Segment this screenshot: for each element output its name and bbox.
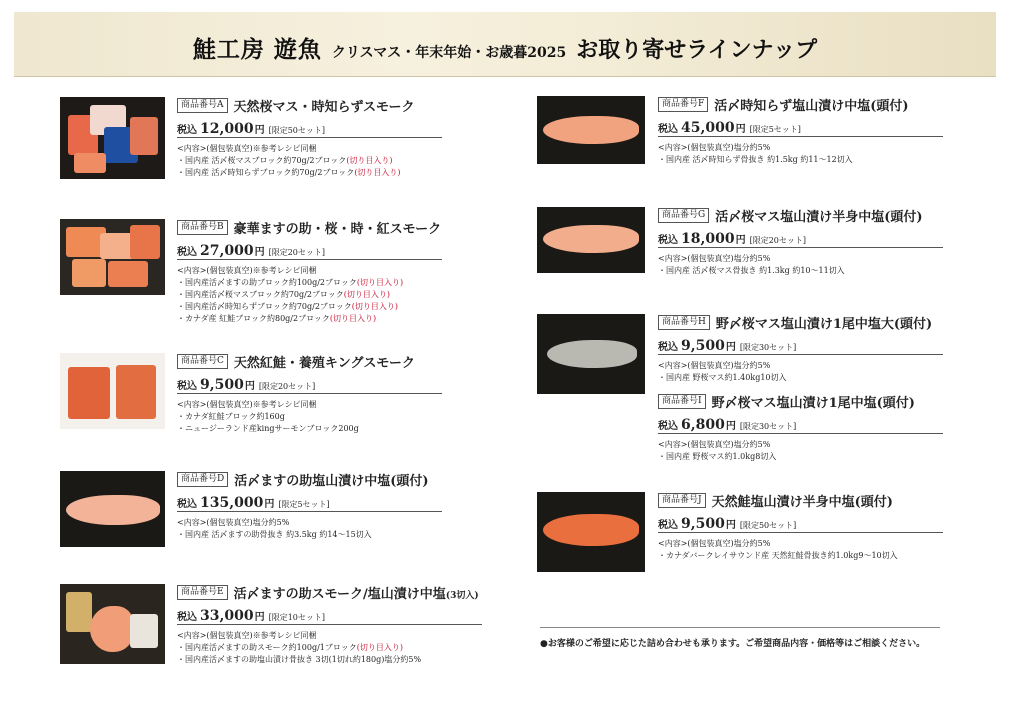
tax-label: 税込 xyxy=(658,124,678,135)
contents-heading: <内容>(個包装真空)塩分約5% xyxy=(658,143,771,152)
product-code-badge: 商品番号A xyxy=(177,98,228,113)
tax-label: 税込 xyxy=(658,520,678,531)
limit-label: [限定5セット] xyxy=(278,500,330,509)
limit-label: [限定10セット] xyxy=(268,613,326,622)
product-price: 9,500 xyxy=(200,377,244,393)
divider xyxy=(177,393,442,394)
page-header xyxy=(14,12,996,77)
yen-label: 円 xyxy=(244,381,255,392)
contents-line: ・国内産 活〆時知らずブロック約70g/2ブロック(切り目入り) xyxy=(177,168,401,177)
page-title xyxy=(14,31,996,64)
contents-line: ・国内産活〆桜マスブロック約70g/2ブロック(切り目入り) xyxy=(177,290,391,299)
product-name: 天然紅鮭・養殖キングスモーク xyxy=(233,355,415,371)
tax-label: 税込 xyxy=(658,421,678,432)
divider xyxy=(177,137,442,138)
product-photo-b xyxy=(60,219,165,295)
yen-label: 円 xyxy=(254,612,265,623)
product-code-badge: 商品番号G xyxy=(658,208,709,223)
tax-label: 税込 xyxy=(658,342,678,353)
product-name: 野〆桜マス塩山漬け1尾中塩大(頭付) xyxy=(715,316,933,332)
divider xyxy=(658,247,943,248)
product-price: 33,000 xyxy=(200,608,254,624)
product-price: 27,000 xyxy=(200,243,254,259)
product-code-badge: 商品番号D xyxy=(177,472,228,487)
product-name: 活〆桜マス塩山漬け半身中塩(頭付) xyxy=(715,209,923,225)
contents-line: ・国内産 野桜マス約1.40kg10切入 xyxy=(658,373,787,382)
divider xyxy=(658,354,943,355)
yen-label: 円 xyxy=(725,421,736,432)
contents-heading: <内容>(個包装真空)※参考レシピ同梱 xyxy=(177,400,317,409)
contents-heading: <内容>(個包装真空)塩分約5% xyxy=(658,254,771,263)
product-code-badge: 商品番号H xyxy=(658,315,710,330)
product-photo-c xyxy=(60,353,165,429)
product-photo-a xyxy=(60,97,165,179)
limit-label: [限定5セット] xyxy=(749,125,801,134)
divider xyxy=(177,511,442,512)
contents-line: ・国内産活〆時知らずブロック約70g/2ブロック(切り目入り) xyxy=(177,302,399,311)
product-code-badge: 商品番号J xyxy=(658,493,706,508)
limit-label: [限定20セット] xyxy=(749,236,807,245)
yen-label: 円 xyxy=(725,520,736,531)
divider xyxy=(658,136,943,137)
product-name: 活〆ますの助塩山漬け中塩(頭付) xyxy=(234,473,429,489)
product-code-badge: 商品番号B xyxy=(177,220,228,235)
product-photo-e xyxy=(60,584,165,664)
tax-label: 税込 xyxy=(177,247,197,258)
product-name: 天然鮭塩山漬け半身中塩(頭付) xyxy=(711,494,893,510)
product-price: 135,000 xyxy=(200,495,264,511)
product-price: 18,000 xyxy=(681,231,735,247)
tax-label: 税込 xyxy=(177,125,197,136)
tax-label: 税込 xyxy=(177,612,197,623)
product-name: 活〆時知らず塩山漬け中塩(頭付) xyxy=(714,98,909,114)
yen-label: 円 xyxy=(725,342,736,353)
contents-line: ・国内産活〆ますの助ブロック約100g/2ブロック(切り目入り) xyxy=(177,278,404,287)
product-code-badge: 商品番号E xyxy=(177,585,228,600)
product-price: 45,000 xyxy=(681,120,735,136)
product-price: 6,800 xyxy=(681,417,725,433)
product-name: 活〆ますの助スモーク/塩山漬け中塩 xyxy=(233,586,446,602)
lineup-title: お取り寄せラインナップ xyxy=(576,37,818,63)
contents-line: ・国内産活〆ますの助スモーク約100g/1ブロック(切り目入り) xyxy=(177,643,403,652)
product-name: 野〆桜マス塩山漬け1尾中塩(頭付) xyxy=(711,395,915,411)
divider xyxy=(177,259,442,260)
limit-label: [限定50セット] xyxy=(739,521,797,530)
brand-name: 鮭工房 遊魚 xyxy=(192,36,322,63)
contents-line: ・国内産 活〆時知らず骨抜き 約1.5kg 約11〜12切入 xyxy=(658,155,853,164)
limit-label: [限定50セット] xyxy=(268,126,326,135)
contents-line: ・カナダ紅鮭ブロック約160g xyxy=(177,412,285,421)
divider xyxy=(658,433,943,434)
footer-divider xyxy=(540,627,940,628)
product-code-badge: 商品番号F xyxy=(658,97,708,112)
product-code-badge: 商品番号C xyxy=(177,354,228,369)
divider xyxy=(177,624,482,625)
product-name: 天然桜マス・時知らずスモーク xyxy=(233,99,415,115)
yen-label: 円 xyxy=(735,235,746,246)
product-photo-j xyxy=(537,492,645,572)
product-price: 9,500 xyxy=(681,516,725,532)
product-name: 豪華ますの助・桜・時・紅スモーク xyxy=(233,221,442,237)
contents-heading: <内容>(個包装真空)※参考レシピ同梱 xyxy=(177,144,317,153)
limit-label: [限定30セット] xyxy=(739,343,797,352)
product-name-suffix: (3切入) xyxy=(445,590,479,601)
product-photo-g xyxy=(537,207,645,273)
tax-label: 税込 xyxy=(658,235,678,246)
limit-label: [限定20セット] xyxy=(268,248,326,257)
catalog-subtitle: クリスマス・年末年始・お歳暮2025 xyxy=(331,45,567,61)
contents-line: ・国内産 活〆ますの助骨抜き 約3.5kg 約14〜15切入 xyxy=(177,530,372,539)
footer-note: ●お客様のご希望に応じた詰め合わせも承ります。ご希望商品内容・価格等はご相談ください。 xyxy=(540,639,926,649)
contents-line: ・国内産 野桜マス約1.0kg8切入 xyxy=(658,452,777,461)
contents-heading: <内容>(個包装真空)※参考レシピ同梱 xyxy=(177,631,317,640)
product-photo-d xyxy=(60,471,165,547)
product-price: 9,500 xyxy=(681,338,725,354)
product-photo-f xyxy=(537,96,645,164)
product-photo-h xyxy=(537,314,645,394)
limit-label: [限定30セット] xyxy=(739,422,797,431)
product-code-badge: 商品番号I xyxy=(658,394,706,409)
contents-line: ・国内産 活〆桜マス骨抜き 約1.3kg 約10〜11切入 xyxy=(658,266,845,275)
contents-heading: <内容>(個包装真空)塩分約5% xyxy=(658,539,771,548)
tax-label: 税込 xyxy=(177,499,197,510)
contents-heading: <内容>(個包装真空)塩分約5% xyxy=(177,518,290,527)
yen-label: 円 xyxy=(264,499,275,510)
contents-line: ・国内産活〆ますの助塩山漬け骨抜き 3切(1切れ約180g)塩分約5% xyxy=(177,655,422,664)
contents-line: ・国内産 活〆桜マスブロック約70g/2ブロック(切り目入り) xyxy=(177,156,393,165)
contents-line: ・ニュージーランド産kingサーモンブロック200g xyxy=(177,424,359,433)
divider xyxy=(658,532,943,533)
product-price: 12,000 xyxy=(200,121,254,137)
contents-line: ・カナダバークレイサウンド産 天然紅鮭骨抜き約1.0kg9〜10切入 xyxy=(658,551,898,560)
contents-heading: <内容>(個包装真空)塩分約5% xyxy=(658,361,771,370)
contents-heading: <内容>(個包装真空)塩分約5% xyxy=(658,440,771,449)
yen-label: 円 xyxy=(735,124,746,135)
contents-heading: <内容>(個包装真空)※参考レシピ同梱 xyxy=(177,266,317,275)
yen-label: 円 xyxy=(254,125,265,136)
yen-label: 円 xyxy=(254,247,265,258)
contents-line: ・カナダ産 紅鮭ブロック約80g/2ブロック(切り目入り) xyxy=(177,314,377,323)
tax-label: 税込 xyxy=(177,381,197,392)
limit-label: [限定20セット] xyxy=(258,382,316,391)
